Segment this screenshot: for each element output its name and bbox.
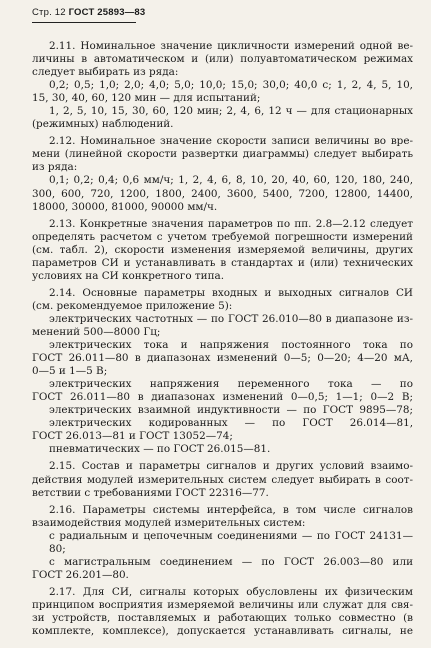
text-line: 2.17. Для СИ, сигналы которых обусловлены их физическим — [49, 585, 413, 598]
text-line: мени (линейной скорости развертки диаграммы) следует выбирать — [32, 148, 413, 161]
text-line: менений 500—8000 Гц; — [32, 325, 161, 338]
text-line: комплекте, комплексе), допускается устанавливать сигналы, не — [32, 625, 413, 638]
text-line: 2.11. Номинальное значение цикличности измерений одной ве- — [49, 40, 413, 52]
text-line: 80; — [49, 542, 66, 555]
text-line: 15, 30, 40, 60, 120 мин — для испытаний; — [32, 92, 261, 105]
text-line: определять расчетом с учетом требуемой погрешности измерений — [32, 230, 413, 243]
text-line: с магистральным соединением — по ГОСТ 26.003—80 или — [49, 555, 413, 568]
text-line: зи устройств, поставляемых и работающих только совместно (в — [32, 611, 413, 624]
text-line: 0,2; 0,5; 1,0; 2,0; 4,0; 5,0; 10,0; 15,0; 30,0; 40,0 с; 1, 2, 4, 5, 10, — [49, 79, 413, 92]
paragraph-p-2-12 — [32, 135, 413, 213]
text-line: следует выбирать из ряда: — [32, 66, 179, 79]
text-line: электрических взаимной индуктивности — по ГОСТ 9895—78; — [49, 404, 413, 417]
header-rule — [32, 22, 136, 23]
text-line: 0,1; 0,2; 0,4; 0,6 мм/ч; 1, 2, 4, 6, 8, 10, 20, 40, 60, 120, 180, 240, — [49, 174, 413, 187]
standard-code: ГОСТ 25893—83 — [68, 7, 146, 18]
text-line: электрических напряжения переменного тока — по — [49, 378, 413, 391]
paragraph-p-2-14 — [32, 287, 413, 457]
text-line: электрических частотных — по ГОСТ 26.010—80 в диапазоне из- — [49, 312, 413, 325]
text-line: ГОСТ 26.011—80 в диапазонах изменений 0—5; 0—20; 4—20 мА, — [32, 352, 413, 365]
text-line: 300, 600, 720, 1200, 1800, 2400, 3600, 5400, 7200, 12800, 14400, — [32, 187, 413, 200]
document-body — [32, 40, 413, 638]
paragraph-p-2-15 — [32, 460, 413, 499]
text-line: 0—5 и 1—5 В; — [32, 365, 108, 378]
text-line: 2.14. Основные параметры входных и выходных сигналов СИ — [49, 286, 413, 299]
text-line: электрических кодированных — по ГОСТ 26.014—81, — [49, 417, 413, 430]
text-line: ГОСТ 26.201—80. — [32, 568, 129, 581]
text-line: ГОСТ 26.011—80 в диапазонах изменений 0—0,5; 1—1; 0—2 В; — [32, 391, 413, 404]
text-line: 2.12. Номинальное значение скорости записи величины во вре- — [49, 135, 413, 148]
text-line: личины в автоматическом и (или) полуавтоматическом режимах — [32, 53, 413, 66]
text-line: (см. рекомендуемое приложение 5): — [32, 299, 233, 312]
paragraph-p-2-16 — [32, 504, 413, 582]
text-line: 18000, 30000, 81000, 90000 мм/ч. — [32, 200, 218, 213]
text-line: электрических тока и напряжения постоянного тока по — [49, 339, 413, 352]
text-line: из ряда: — [32, 161, 78, 174]
text-line: 1, 2, 5, 10, 15, 30, 60, 120 мин; 2, 4, 6, 12 ч — для стационарных — [49, 105, 413, 118]
text-line: (см. табл. 2), скорости изменения измеряемой величины, других — [32, 243, 413, 256]
text-line: ГОСТ 26.013—81 и ГОСТ 13052—74; — [32, 430, 233, 443]
paragraph-p-2-13 — [32, 218, 413, 283]
text-line: действия модулей измерительных систем следует выбирать в соот- — [32, 473, 413, 486]
text-line: 2.13. Конкретные значения параметров по пп. 2.8—2.12 следует — [49, 217, 413, 230]
text-line: 2.16. Параметры системы интерфейса, в том числе сигналов — [49, 503, 413, 516]
text-line: 2.15. Состав и параметры сигналов и других условий взаимо- — [49, 460, 413, 473]
page-number: Стр. 12 — [32, 7, 66, 18]
text-line: взаимодействия модулей измерительных систем: — [32, 516, 306, 529]
text-line: параметров СИ и устанавливать в стандартах и (или) технических — [32, 256, 413, 269]
text-line: принципом восприятия измеряемой величины или служат для свя- — [32, 598, 413, 611]
text-line: с радиальным и цепочечным соединениями — по ГОСТ 24131— — [49, 529, 413, 542]
text-line: (режимных) наблюдений. — [32, 118, 174, 131]
text-line: ветствии с требованиями ГОСТ 22316—77. — [32, 486, 269, 499]
text-line: условиях на СИ конкретного типа. — [32, 269, 225, 282]
paragraph-p-2-17 — [32, 586, 413, 638]
page-header — [32, 7, 145, 18]
paragraph-p-2-11 — [32, 40, 413, 131]
text-line: пневматических — по ГОСТ 26.015—81. — [49, 443, 271, 456]
